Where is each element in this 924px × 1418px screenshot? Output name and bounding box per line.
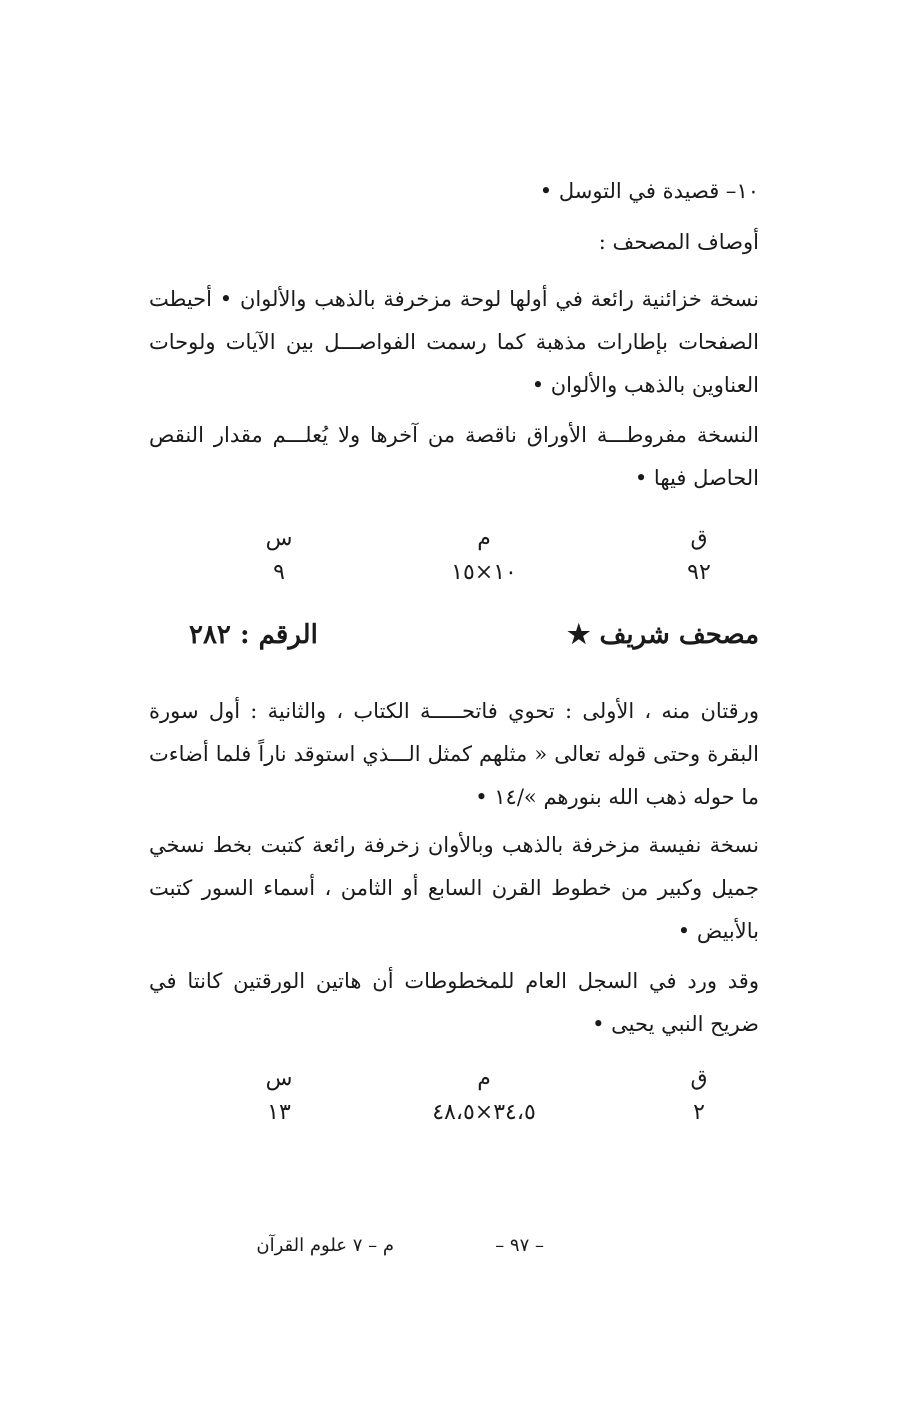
label-s: س [265, 1066, 293, 1091]
page-number: – ٩٧ – [495, 1235, 544, 1256]
section-title: مصحف شريف ★ [567, 620, 759, 650]
paragraph-3: ورقتان منه ، الأولى : تحوي فاتحـــــة الكتاب ، والثانية : أول سورة البقرة وحتى قوله تعالى « مثلهم كمثل الـــذي استوقد ناراً فلما أضاءت ما حوله ذهب الله بنورهم »/١٤ • [149, 699, 759, 809]
measurements-1 [149, 524, 759, 584]
paragraph-1: نسخة خزائنية رائعة في أولها لوحة مزخرفة بالذهب والألوان • أحيطت الصفحات بإطارات مذهبة كما رسمت الفواصـــل بين الآيات ولوحات العناوين بالذهب والألوان • [149, 287, 759, 397]
description-label: أوصاف المصحف : [598, 230, 759, 254]
list-item-10: ١٠– قصيدة في التوسل • [539, 179, 759, 203]
value-q: ٩٢ [687, 560, 711, 585]
measurements-2 [149, 1064, 759, 1124]
value-q: ٢ [693, 1100, 705, 1125]
section-number: الرقم : ٢٨٢ [189, 620, 318, 650]
value-s: ١٣ [267, 1100, 291, 1125]
section-heading [149, 620, 759, 660]
paragraph-4: نسخة نفيسة مزخرفة بالذهب وبالأوان زخرفة رائعة كتبت بخط نسخي جميل وكبير من خطوط القرن السابع أو الثامن ، أسماء السور كتبت بالأبيض • [149, 833, 759, 943]
label-m: م [477, 526, 491, 551]
label-q: ق [690, 1066, 708, 1091]
paragraph-5: وقد ورد في السجل العام للمخطوطات أن هاتين الورقتين كانتا في ضريح النبي يحيى • [149, 969, 759, 1036]
footer-signature: م – ٧ علوم القرآن [256, 1235, 394, 1256]
value-m: ١٠×١٥ [451, 560, 517, 585]
value-s: ٩ [273, 560, 285, 585]
paragraph-2: النسخة مفروطـــة الأوراق ناقصة من آخرها ولا يُعلـــم مقدار النقص الحاصل فيها • [149, 423, 759, 490]
label-q: ق [690, 526, 708, 551]
label-m: م [477, 1066, 491, 1091]
label-s: س [265, 526, 293, 551]
value-m: ٣٤،٥×٤٨،٥ [432, 1100, 536, 1125]
